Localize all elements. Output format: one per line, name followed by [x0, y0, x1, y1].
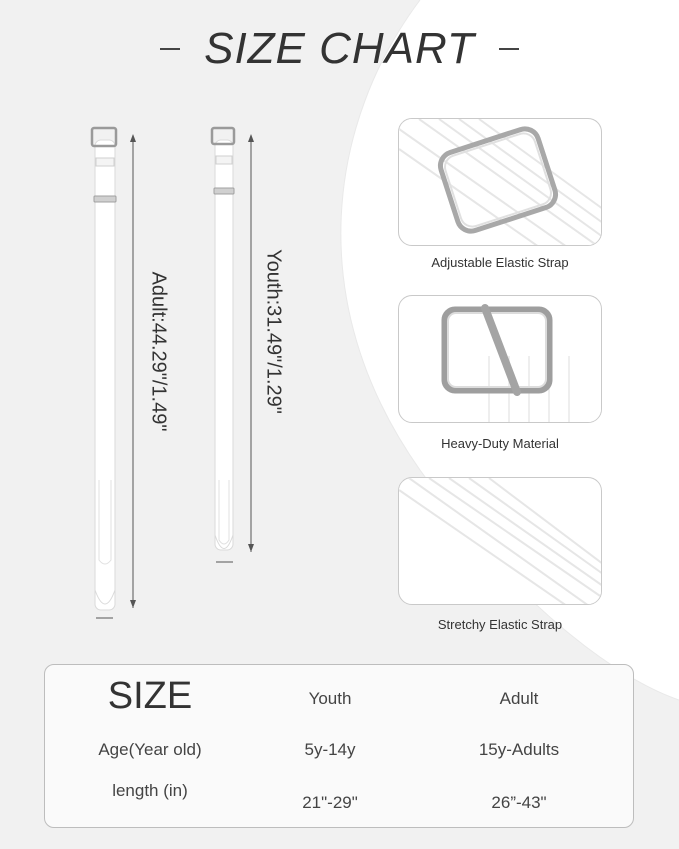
- page-title: SIZE CHART: [204, 24, 475, 73]
- age-adult-value: 15y-Adults: [478, 740, 560, 759]
- youth-strap: [212, 128, 234, 550]
- row-label-length: length (in): [112, 781, 188, 800]
- column-header-adult: Adult: [499, 689, 539, 708]
- slider-buckle-icon: [399, 119, 602, 246]
- length-youth-value: 21"-29": [302, 793, 358, 812]
- adult-length-label: Adult:44.29"/1.49": [147, 271, 170, 432]
- strap-illustration: [0, 0, 360, 640]
- feature-caption-stretchy: Stretchy Elastic Strap: [437, 617, 563, 632]
- length-adult-value: 26”-43": [491, 793, 547, 812]
- feature-caption-heavy-duty: Heavy-Duty Material: [441, 436, 559, 451]
- row-label-age: Age(Year old): [98, 740, 202, 759]
- feature-caption-adjustable: Adjustable Elastic Strap: [431, 255, 569, 270]
- age-youth-value: 5y-14y: [304, 740, 356, 759]
- feature-card-adjustable: [398, 118, 602, 246]
- youth-length-label: Youth:31.49"/1.29": [262, 249, 285, 414]
- adult-strap: [92, 128, 116, 610]
- feature-card-heavy-duty: [398, 295, 602, 423]
- feature-card-stretchy: [398, 477, 602, 605]
- title-dash-right: [499, 48, 519, 50]
- elastic-texture-icon: [399, 478, 602, 605]
- pin-buckle-icon: [399, 296, 602, 423]
- size-table-heading: SIZE: [107, 675, 193, 717]
- column-header-youth: Youth: [308, 689, 352, 708]
- size-table: [44, 664, 634, 828]
